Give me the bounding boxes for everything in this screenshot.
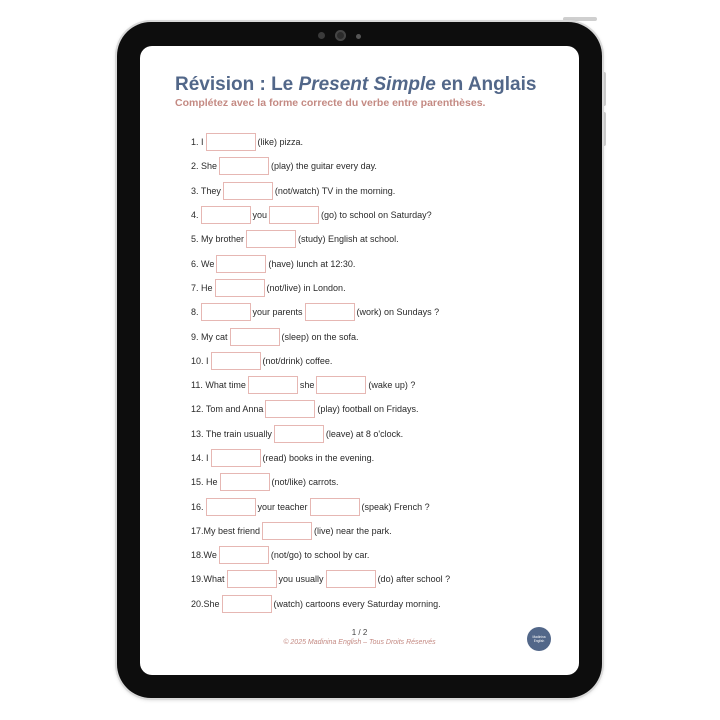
exercise-row	[191, 276, 450, 300]
exercise-text: (not/live) in London.	[266, 282, 346, 293]
exercise-text: 4.	[191, 210, 199, 221]
answer-blank[interactable]	[211, 449, 261, 467]
exercise-row	[191, 227, 450, 251]
answer-blank[interactable]	[201, 303, 251, 321]
answer-blank[interactable]	[227, 570, 277, 588]
exercise-text: (have) lunch at 12:30.	[268, 258, 356, 269]
exercise-text: 13. The train usually	[191, 428, 272, 439]
volume-down-button[interactable]	[602, 112, 606, 146]
exercise-text: 7. He	[191, 282, 213, 293]
exercise-row	[191, 251, 450, 275]
exercise-text: (not/drink) coffee.	[262, 355, 333, 366]
answer-blank[interactable]	[248, 376, 298, 394]
exercise-text: (leave) at 8 o'clock.	[325, 428, 404, 439]
exercise-text: you	[252, 210, 268, 221]
exercise-text: your teacher	[257, 501, 308, 512]
exercise-row	[191, 154, 450, 178]
exercise-text: 1. I	[191, 137, 204, 148]
exercise-row	[191, 130, 450, 154]
volume-up-button[interactable]	[602, 72, 606, 106]
title-part-1: Révision : Le	[175, 74, 299, 95]
exercise-text: (do) after school ?	[377, 574, 451, 585]
answer-blank[interactable]	[219, 157, 269, 175]
exercise-text: 8.	[191, 307, 199, 318]
exercise-row	[191, 324, 450, 348]
page-title	[175, 74, 536, 96]
copyright-text: © 2025 Madinina English – Tous Droits Réservés	[283, 639, 436, 646]
answer-blank[interactable]	[201, 206, 251, 224]
exercise-row	[191, 203, 450, 227]
answer-blank[interactable]	[262, 522, 312, 540]
exercise-row	[191, 349, 450, 373]
exercise-row	[191, 543, 450, 567]
answer-blank[interactable]	[310, 498, 360, 516]
exercise-text: 2. She	[191, 161, 218, 172]
exercise-row	[191, 446, 450, 470]
exercise-text: 12. Tom and Anna	[191, 404, 264, 415]
exercise-row	[191, 397, 450, 421]
answer-blank[interactable]	[219, 546, 269, 564]
exercise-row	[191, 422, 450, 446]
light-sensor-icon	[356, 34, 361, 39]
answer-blank[interactable]	[206, 498, 256, 516]
exercise-text: (work) on Sundays ?	[356, 307, 440, 318]
exercise-text: (not/go) to school by car.	[270, 550, 370, 561]
exercise-row	[191, 519, 450, 543]
logo-text-1: Madinina	[532, 635, 546, 639]
exercise-row	[191, 179, 450, 203]
answer-blank[interactable]	[216, 255, 266, 273]
exercise-text: 20.She	[191, 598, 220, 609]
exercise-text: 6. We	[191, 258, 215, 269]
exercise-text: your parents	[252, 307, 303, 318]
exercise-text: (play) football on Fridays.	[317, 404, 419, 415]
answer-blank[interactable]	[222, 595, 272, 613]
title-part-3: en Anglais	[435, 74, 537, 95]
exercise-text: (study) English at school.	[298, 234, 399, 245]
exercise-text: 18.We	[191, 550, 217, 561]
answer-blank[interactable]	[274, 425, 324, 443]
exercise-row	[191, 592, 450, 616]
logo-text-2: English	[533, 639, 545, 643]
answer-blank[interactable]	[246, 230, 296, 248]
exercise-text: (speak) French ?	[361, 501, 430, 512]
exercise-text: (read) books in the evening.	[262, 453, 375, 463]
worksheet-page	[140, 46, 579, 675]
exercise-text: (live) near the park.	[314, 525, 392, 536]
answer-blank[interactable]	[211, 352, 261, 370]
answer-blank[interactable]	[230, 328, 280, 346]
exercise-row	[191, 300, 450, 324]
answer-blank[interactable]	[269, 206, 319, 224]
answer-blank[interactable]	[326, 570, 376, 588]
exercise-text: (wake up) ?	[368, 380, 416, 391]
exercise-text: 17.My best friend	[191, 525, 261, 536]
exercise-list	[191, 130, 450, 616]
exercise-text: 11. What time	[191, 380, 246, 391]
sensor-icon	[318, 32, 325, 39]
exercise-text: (watch) cartoons every Saturday morning.	[273, 598, 441, 609]
exercise-text: 16.	[191, 501, 204, 512]
power-button[interactable]	[563, 17, 597, 21]
answer-blank[interactable]	[206, 133, 256, 151]
answer-blank[interactable]	[265, 400, 315, 418]
answer-blank[interactable]	[223, 182, 273, 200]
answer-blank[interactable]	[220, 473, 270, 491]
page-number: 1 / 2	[351, 628, 368, 637]
exercise-text: (play) the guitar every day.	[271, 161, 377, 172]
exercise-text: 15. He	[191, 477, 218, 488]
answer-blank[interactable]	[215, 279, 265, 297]
title-part-2: Present Simple	[298, 74, 436, 95]
camera-icon	[335, 30, 346, 41]
brand-logo	[527, 627, 551, 651]
exercise-text: 9. My cat	[191, 331, 228, 342]
answer-blank[interactable]	[305, 303, 355, 321]
exercise-text: (not/like) carrots.	[271, 477, 339, 488]
instructions: Complétez avec la forme correcte du verbe entre parenthèses.	[175, 97, 486, 109]
exercise-text: (sleep) on the sofa.	[281, 331, 359, 342]
exercise-row	[191, 373, 450, 397]
exercise-text: 19.What	[191, 574, 225, 585]
exercise-text: (go) to school on Saturday?	[321, 210, 432, 221]
exercise-row	[191, 494, 450, 518]
exercise-row	[191, 567, 450, 591]
answer-blank[interactable]	[316, 376, 366, 394]
exercise-row	[191, 470, 450, 494]
exercise-text: 3. They	[191, 185, 221, 196]
exercise-text: she	[299, 380, 315, 391]
exercise-text: 10. I	[191, 355, 209, 366]
exercise-text: (not/watch) TV in the morning.	[274, 185, 396, 196]
exercise-text: (like) pizza.	[257, 137, 304, 148]
exercise-text: 14. I	[191, 453, 209, 463]
exercise-text: 5. My brother	[191, 234, 245, 245]
exercise-text: you usually	[278, 574, 324, 585]
